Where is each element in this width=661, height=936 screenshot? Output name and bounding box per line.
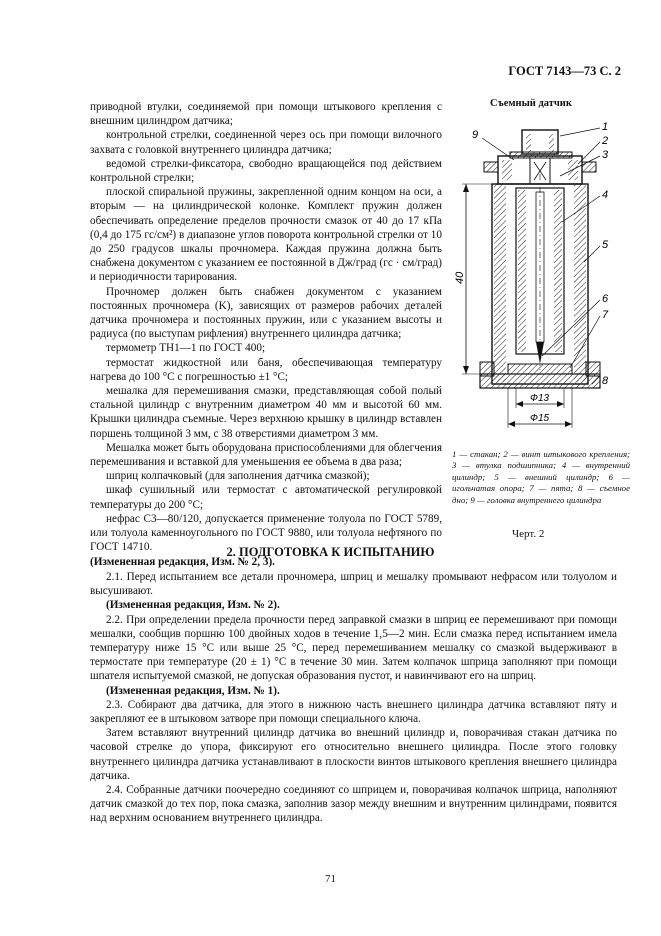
paragraph: плоской спиральной пружины, закрепленной одним концом на оси, а вторым — на цилиндрической колонке. Комплект пружин должен обеспечивать определение пределов прочности смазок от 40 до 17 кПа (0,4 до 175 гс/см²) в диапазоне углов поворота контрольной стрелки от 10 до 250 градусов шкалы прочномера. Каждая пружина должна быть снабжена документом с указанием ее постоянной в Дж/град (гс · см/град) и периодичности тарирования. (90, 186, 442, 284)
paragraph: Мешалка может быть оборудована приспособлениями для облегчения перемешивания и вставкой для уменьшения ее объема в два раза; (90, 441, 442, 469)
paragraph: контрольной стрелки, соединенной через ось при помощи вилочного захвата с головкой внутреннего цилиндра датчика; (90, 129, 442, 156)
dim-d13-label: Ф13 (530, 393, 550, 404)
label-4: 4 (602, 189, 609, 201)
edition-note: (Измененная редакция, Изм. № 1). (106, 684, 280, 697)
label-3: 3 (602, 149, 609, 161)
sensor-drawing (450, 112, 630, 442)
paragraph: нефрас С3—80/120, допускается применение толуола по ГОСТ 5789, или толуола каменноугольного по ГОСТ 9880, или толуола нефтяного по ГОСТ 14710. (90, 512, 442, 554)
label-1: 1 (602, 121, 609, 133)
label-2: 2 (602, 135, 609, 147)
edition-note: (Измененная редакция, Изм. № 2). (106, 599, 280, 612)
edition-note: (Измененная редакция, Изм. № 2, 3). (90, 555, 275, 568)
dim-height-label: 40 (454, 271, 466, 284)
label-8: 8 (602, 375, 609, 387)
figure-number: Черт. 2 (512, 528, 545, 540)
inner-cylinder (516, 174, 564, 370)
page-header: ГОСТ 7143—73 С. 2 (508, 64, 621, 78)
label-5: 5 (602, 239, 609, 251)
label-6: 6 (602, 293, 609, 305)
paragraph: 2.2. При определении предела прочности перед заправкой смазки в шприц ее перемешивают при помощи мешалки, сообщив поршню 100 двойных ходов в течение 1,5—2 мин. Если смазка перед испытанием имела температуру ниже 15 °С или выше 25 °С, перед перемешиванием мешалку со смазкой выдерживают в термостате при температуре (20 ± 1) °С в течение 30 мин. Затем колпачок шприца заполняют при помощи шпателя испытуемой смазкой, не допуская образования пустот, и навинчивают его на шприц. (90, 613, 617, 683)
diameter-dimensions (508, 388, 572, 428)
section-title: 2. ПОДГОТОВКА К ИСПЫТАНИЮ (226, 545, 435, 559)
figure-caption: 1 — стакан; 2 — винт штыкового крепления; 3 — втулка подшипника; 4 — внутренний цилиндр; 5 — внешний цилиндр; 6 — игольчатая опора; 7 — пята; 8 — съемное дно; 9 — головка внутреннего цилиндра (452, 449, 630, 505)
page-number: 71 (325, 873, 336, 885)
paragraph: термостат жидкостной или баня, обеспечивающая температуру нагрева до 100 °С с погрешностью ±1 °С; (90, 356, 442, 383)
figure-title: Съемный датчик (490, 98, 572, 109)
paragraph: 2.4. Собранные датчики поочередно соединяют со шприцем и, поворачивая колпачок шприца, наполняют датчик смазкой до тех пор, пока смазка, заполнив зазор между внешним и внутренним цилиндрами, появится над верхним основанием внутреннего цилиндра. (90, 784, 617, 825)
paragraph: термометр ТН1—1 по ГОСТ 400; (106, 342, 266, 355)
height-dimension (454, 184, 492, 374)
paragraph: мешалка для перемешивания смазки, представляющая собой полый стальной цилиндр с внутренним диаметром 40 мм и высотой 60 мм. Крышки цилиндра съемные. Через верхнюю крышку в цилиндр вставлен поршень толщиной 3 мм, с 38 отверстиями диаметром 3 мм. (90, 385, 442, 440)
paragraph: Затем вставляют внутренний цилиндр датчика во внешний цилиндр и, поворачивая стакан датчика по часовой стрелке до упора, фиксируют его относительно внешнего цилиндра. После этого головку внутреннего цилиндра датчика устанавливают в плоскости винтов штыкового крепления внешнего цилиндра датчика. (90, 727, 617, 782)
paragraph: 2.1. Перед испытанием все детали прочномера, шприц и мешалку промывают нефрасом или толуолом и высушивают. (90, 571, 617, 598)
paragraph: ведомой стрелки-фиксатора, свободно вращающейся под действием контрольной стрелки; (90, 157, 442, 185)
paragraph: шкаф сушильный или термостат с автоматической регулировкой температуры до 200 °С; (90, 484, 442, 511)
paragraph: 2.3. Собирают два датчика, для этого в нижнюю часть внешнего цилиндра датчика вставляют пяту и закрепляют ее в штыковом затворе при помощи специального ключа. (90, 698, 617, 726)
section-body (90, 570, 617, 826)
cup-part (510, 130, 572, 158)
paragraph: Прочномер должен быть снабжен документом с указанием постоянных прочномера (K), зависящих от размеров рабочих деталей датчика прочномера и постоянных пружин, или с указанием высоты и радиуса (по выступам рифления) внутреннего цилиндра датчика; (90, 285, 442, 341)
left-column-text (90, 100, 442, 569)
label-7: 7 (602, 309, 609, 321)
paragraph: шприц колпачковый (для заполнения датчика смазкой); (106, 470, 370, 483)
dim-d15-label: Ф15 (530, 413, 550, 424)
label-9: 9 (472, 129, 479, 141)
paragraph: приводной втулки, соединяемой при помощи штыкового крепления с внешним цилиндром датчика; (90, 101, 442, 128)
